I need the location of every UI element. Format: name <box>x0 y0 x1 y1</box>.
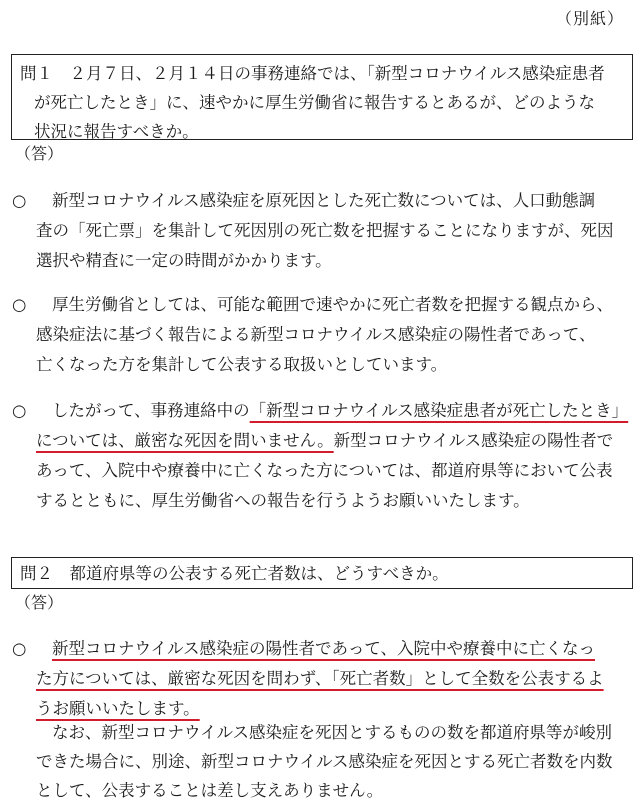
answer-2-note-line-2: できた場合に、別途、新型コロナウイルス感染症を死因とする死亡者数を内数 <box>36 752 613 771</box>
answer-2-p1-line-1-underlined: 入院中や療養中に亡くなっ <box>397 639 596 658</box>
answer-1-p3-line-1-plain: したがって、事務連絡中の <box>52 401 250 420</box>
question-1-box <box>11 54 633 140</box>
answer-2-paragraph-1 <box>12 634 634 724</box>
answer-1-p2-line-1: 厚生労働省としては、可能な範囲で速やかに死亡者数を把握する観点から、 <box>52 295 613 314</box>
answer-1-p3-line-2-plain: 新型コロナウイルス感染症の陽性者で <box>333 431 614 450</box>
answer-1-p3-line-3: あって、入院中や療養中に亡くなった方については、都道府県等において公表 <box>36 461 613 480</box>
annex-label: （別紙） <box>555 9 624 28</box>
circle-bullet-icon: ○ <box>12 401 27 420</box>
answer-2-p1-line-1-plain: 新型コロナウイルス感染症の陽性者であって、 <box>52 639 398 658</box>
answer-1-p3-underlined-phrase: 「新型コロナウイルス感染症患者が死亡したとき」 <box>249 401 629 420</box>
circle-bullet-icon: ○ <box>12 639 27 658</box>
answer-1-paragraph-1 <box>12 186 634 276</box>
answer-1-p2-line-3: 亡くなった方を集計して公表する取扱いとしています。 <box>36 355 448 374</box>
question-1-line-3: 状況に報告すべきか。 <box>34 122 199 141</box>
answer-2-note-line-3: として、公表することは差し支えありません。 <box>36 781 384 800</box>
answer-2-label: （答） <box>15 593 64 612</box>
answer-1-p1-line-2: 査の「死亡票」を集計して死因別の死亡数を把握することになりますが、死因 <box>36 221 614 240</box>
question-2-line-1: 問２ 都道府県等の公表する死亡者数は、どうすべきか。 <box>20 564 449 583</box>
circle-bullet-icon: ○ <box>12 191 27 210</box>
answer-2-p1-line-2-underlined: た方については、厳密な死因を問わず、「死亡者数」として全数を公表するよ <box>36 669 604 688</box>
question-2-box <box>11 557 633 589</box>
answer-1-p3-line-4: するとともに、厚生労働省への報告を行うようお願いいたします。 <box>36 491 530 510</box>
answer-1-p3-line-2-underlined: については、厳密な死因を問いません。 <box>36 431 334 450</box>
question-1-line-2: が死亡したとき」に、速やかに厚生労働省に報告するとあるが、どのような <box>34 93 595 112</box>
answer-1-paragraph-2 <box>12 290 634 380</box>
answer-1-p1-line-3: 選択や精査に一定の時間がかかります。 <box>36 251 332 270</box>
answer-1-label: （答） <box>15 144 64 163</box>
circle-bullet-icon: ○ <box>12 295 27 314</box>
answer-1-p1-line-1: 新型コロナウイルス感染症を原死因とした死亡数については、人口動態調 <box>52 191 596 210</box>
question-1-line-1: 問１ ２月７日、２月１４日の事務連絡では、「新型コロナウイルス感染症患者 <box>20 64 605 83</box>
answer-1-p2-line-2: 感染症法に基づく報告による新型コロナウイルス感染症の陽性者であって、 <box>36 325 596 344</box>
answer-2-note-line-1: なお、新型コロナウイルス感染症を死因とするものの数を都道府県等が峻別 <box>52 723 613 742</box>
answer-2-p1-line-3-underlined: うお願いいたします。 <box>36 699 200 718</box>
answer-2-note <box>12 718 634 805</box>
answer-1-paragraph-3 <box>12 396 634 516</box>
